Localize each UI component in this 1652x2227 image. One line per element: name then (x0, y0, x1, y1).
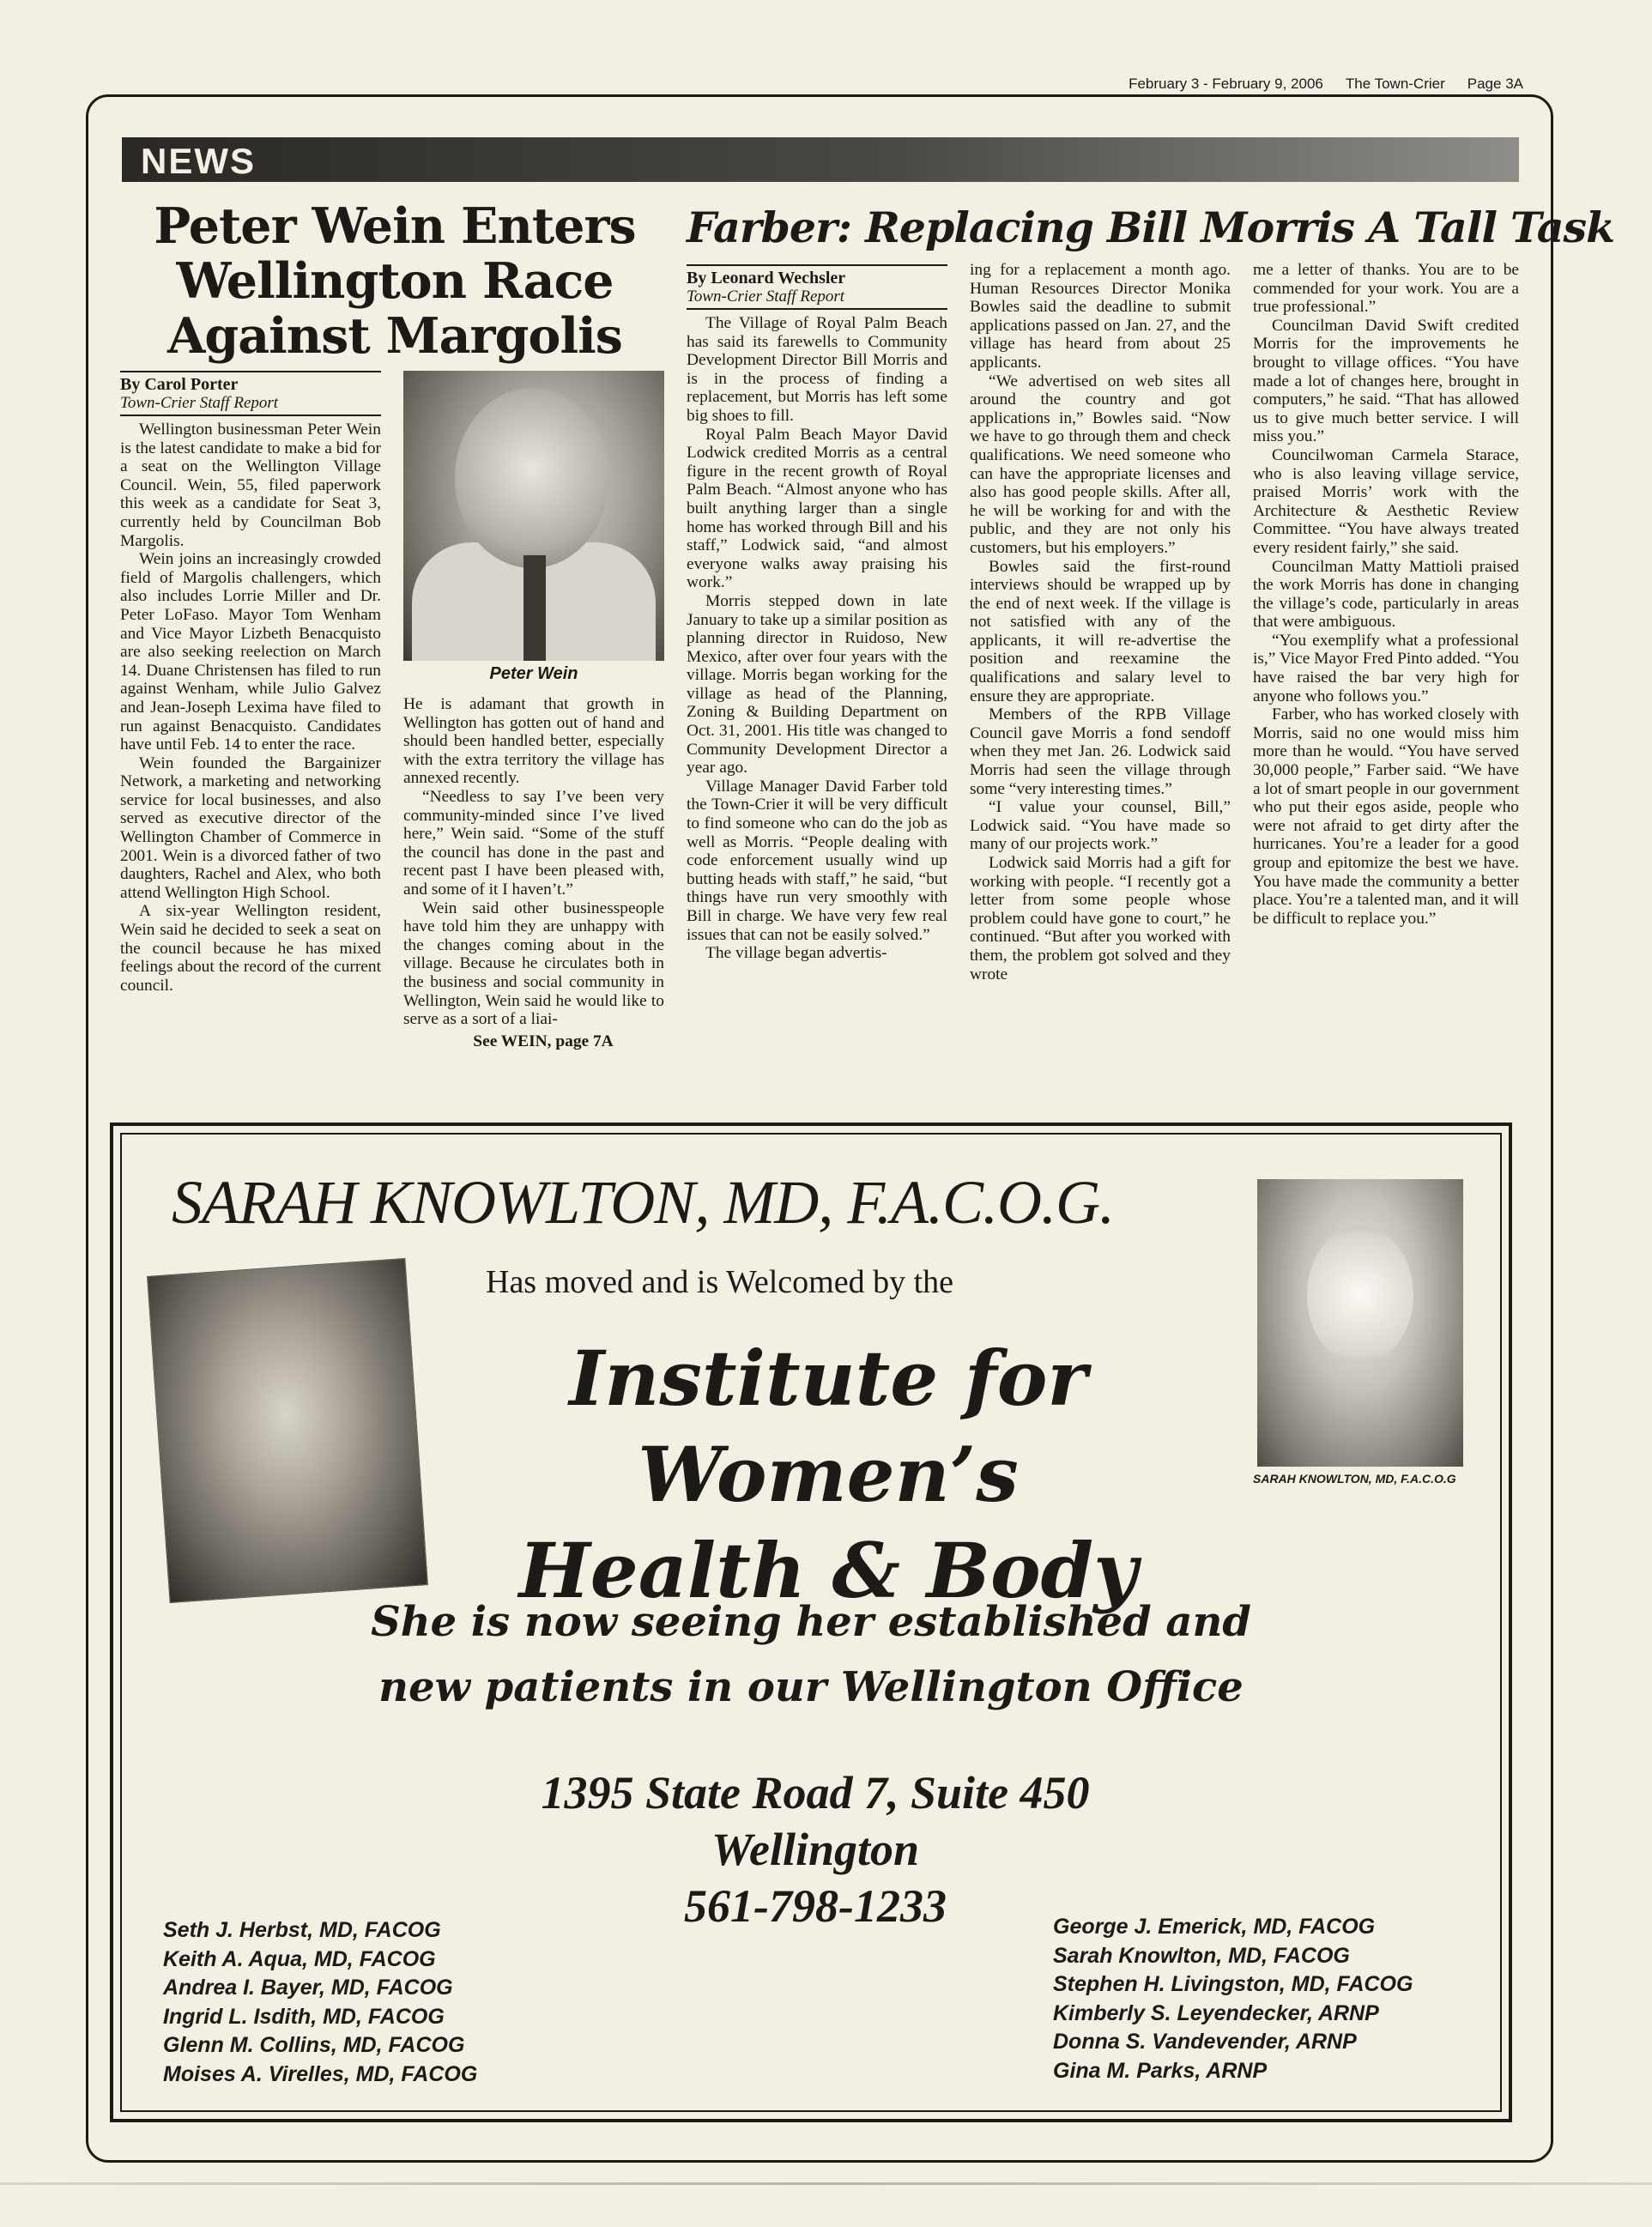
institute-line-1: Institute for Women’s (569, 1334, 1087, 1519)
photo-caption-knowlton: SARAH KNOWLTON, MD, F.A.C.O.G (1253, 1472, 1456, 1486)
paragraph: Wein said other businesspeople have told him they are unhappy with the changes coming about in the village. Because he circulates both in the business and social community in Wellington, Wein said he would like to serve as a sort of a liai- (403, 899, 664, 1029)
page-number: Page 3A (1467, 76, 1523, 92)
paragraph: “You exemplify what a professional is,” Vice Mayor Fred Pinto added. “You have raised the bar very high for anyone who follows you.” (1253, 631, 1519, 705)
article-headline-wein: Peter Wein Enters Wellington Race Against Margolis (154, 197, 636, 365)
paragraph: Lodwick said Morris had a gift for working with people. “I recently got a letter from some people whose problem could have gone to court,” he continued. “But after you worked with them, the problem got solved and they wrote (970, 854, 1231, 983)
institute-line-2: Health & Body (518, 1526, 1138, 1615)
paragraph: “Needless to say I’ve been very community-minded since I’ve lived here,” Wein said. “Some of the stuff the council has done in the past and recent past I have been pleased with, and some of it I haven’t.” (403, 787, 664, 899)
byline-wein (120, 371, 381, 416)
doctor-name: Sarah Knowlton, MD, FACOG (1053, 1943, 1350, 1968)
peter-wein-photo (403, 371, 664, 661)
paragraph: Wein joins an increasingly crowded field of Margolis challengers, which also includes Lorrie Miller and Dr. Peter LoFaso. Mayor Tom Wenham and Vice Mayor Lizbeth Benacquisto are also seeking reelection on March 14. Duane Christensen has filed to run against Wenham, while Julio Galvez and Jean-Joseph Lexima have filed to run against Benacquisto. Candidates have until Feb. 14 to enter the race. (120, 550, 381, 754)
page-fold-divider (0, 2182, 1652, 2185)
byline-role: Town-Crier Staff Report (687, 287, 845, 306)
paragraph: Councilman David Swift credited Morris for the improvements he brought to village offices. “You have made a lot of changes here, brought in computers,” he said. “That has allowed us to give much better service. I will miss you.” (1253, 316, 1519, 446)
photo-caption-wein: Peter Wein (489, 664, 578, 683)
section-label: NEWS (141, 141, 256, 181)
paragraph: The Village of Royal Palm Beach has said its farewells to Community Development Director Bill Morris and is in the process of finding a replacement, but Morris has left some big shoes to fill. (687, 314, 947, 425)
address-line-2: Wellington (711, 1824, 920, 1875)
doctor-name: Keith A. Aqua, MD, FACOG (163, 1946, 436, 1971)
photo-face (455, 388, 609, 568)
issue-date: February 3 - February 9, 2006 (1129, 76, 1323, 92)
continued-link[interactable]: See WEIN, page 7A (473, 1032, 614, 1050)
paragraph: Wein founded the Bargainizer Network, a marketing and networking service for local businesses, and also served as executive director of the Wellington Chamber of Commerce in 2001. Wein is a divorced father of two daughters, Rachel and Alex, who both attend Wellington High School. (120, 753, 381, 902)
article-wein-column-1 (120, 421, 381, 1098)
paragraph: A six-year Wellington resident, Wein said he decided to seek a seat on the council because he has mixed feelings about the record of the current council. (120, 902, 381, 995)
address-line-1: 1395 State Road 7, Suite 450 (541, 1767, 1090, 1819)
article-farber-column-1 (687, 314, 947, 1107)
paragraph: me a letter of thanks. You are to be commended for your work. You are a true professional.” (1253, 261, 1519, 317)
photo-face (1307, 1226, 1413, 1364)
paragraph: He is adamant that growth in Wellington has gotten out of hand and should been handled better, especially with the extra territory the village has annexed recently. (403, 695, 664, 788)
ad-doctor-name: SARAH KNOWLTON, MD, F.A.C.O.G. (172, 1168, 1114, 1237)
section-banner (122, 137, 1519, 182)
paragraph: Morris stepped down in late January to take up a similar position as planning director in Ruidoso, New Mexico, after over four years with the village. Morris began working for the village as head of the Planning, Zoning & Building Department on Oct. 31, 2001. His title was changed to Community Development Director a year ago. (687, 591, 947, 778)
seeing-line-1: She is now seeing her established and (371, 1598, 1251, 1646)
sarah-knowlton-photo (1257, 1179, 1463, 1467)
paragraph: The village began advertis- (705, 944, 887, 963)
doctor-name: Donna S. Vandevender, ARNP (1053, 2030, 1357, 2054)
doctors-list-left (163, 1916, 477, 2089)
ad-institute-name (369, 1330, 1287, 1619)
doctor-name: Gina M. Parks, ARNP (1053, 2058, 1268, 2083)
doctor-name: Seth J. Herbst, MD, FACOG (163, 1918, 441, 1942)
paragraph: Royal Palm Beach Mayor David Lodwick credited Morris as a central figure in the recent growth of Royal Palm Beach. “Almost anyone who has built anything larger than a single home has worked through Bill and his staff,” Lodwick said, “and almost everyone walks away praising his work.” (687, 425, 947, 592)
doctors-list-right (1053, 1913, 1413, 2085)
paragraph: Bowles said the first-round interviews should be wrapped up by the end of next week. If the village is not satisfied with any of the applicants, it will re-advertise the position and reexamine the qualifications and salary level to ensure they are appropriate. (970, 557, 1231, 705)
paragraph: Councilman Matty Mattioli praised the work Morris has done in changing the village’s code, particularly in areas that were ambiguous. (1253, 557, 1519, 632)
byline-role: Town-Crier Staff Report (120, 394, 279, 412)
doctor-name: Stephen H. Livingston, MD, FACOG (1053, 1972, 1413, 1996)
doctor-name: Kimberly S. Leyendecker, ARNP (1053, 2000, 1379, 2025)
article-farber-column-2 (970, 261, 1231, 1107)
paragraph: ing for a replacement a month ago. Human Resources Director Monika Bowles said the deadline to submit applications passed on Jan. 27, and the village has heard from about 25 applicants. (970, 261, 1231, 372)
article-farber-column-3 (1253, 261, 1519, 1107)
paragraph: Village Manager David Farber told the Town-Crier it will be very difficult to find someone who can do the job as well as Morris. “People dealing with code enforcement usually wind up butting heads with staff,” he said, “but things have run very smoothly with Bill in charge. We have very few real issues that can not be easily solved.” (687, 777, 947, 944)
paragraph: “We advertised on web sites all around the country and got applications in,” Bowles said. “Now we have to go through them and check qualifications. We need someone who can have the appropriate licenses and also has good people skills. After all, he will be working for and with the public, and they are not only his customers, but his employers.” (970, 372, 1231, 557)
paragraph: Farber, who has worked closely with Morris, said no one would miss him more than he would. “You have served 30,000 people,” Farber said. “We have a lot of smart people in our government who put their egos aside, people who were not afraid to get dirty after the hurricanes. You’re a leader for a good group and epitomize the best we have. You have made the community a better place. You’re a talented man, and it will be difficult to replace you.” (1253, 705, 1519, 928)
page-header (1129, 76, 1523, 93)
doctor-name: George J. Emerick, MD, FACOG (1053, 1915, 1376, 1939)
byline-author: By Leonard Wechsler (687, 269, 846, 287)
doctor-name: Moises A. Virelles, MD, FACOG (163, 2061, 478, 2086)
ad-address (429, 1764, 1201, 1934)
photo-tie (523, 555, 546, 661)
paragraph: Members of the RPB Village Council gave Morris a fond sendoff when they met Jan. 26. Lodwick said Morris had seen the village through some “very interesting times.” (970, 705, 1231, 798)
ad-moved-line: Has moved and is Welcomed by the (486, 1264, 954, 1300)
paragraph: Wellington businessman Peter Wein is the latest candidate to make a bid for a seat on the Wellington Village Council. Wein, 55, filed paperwork this week as a candidate for Seat 3, currently held by Councilman Bob Margolis. (120, 421, 381, 550)
article-headline-farber: Farber: Replacing Bill Morris A Tall Task (687, 203, 1615, 252)
paper-name: The Town-Crier (1345, 76, 1445, 92)
byline-author: By Carol Porter (120, 375, 239, 394)
article-wein-column-2 (403, 695, 664, 1107)
doctor-name: Andrea I. Bayer, MD, FACOG (163, 1976, 453, 2000)
ad-seeing-patients (283, 1589, 1339, 1720)
paragraph: “I value your counsel, Bill,” Lodwick said. “You have made so many of our projects work.” (970, 798, 1231, 854)
seeing-line-2: new patients in our Wellington Office (378, 1663, 1244, 1711)
doctor-name: Glenn M. Collins, MD, FACOG (163, 2033, 465, 2057)
byline-farber (687, 264, 947, 310)
doctor-name: Ingrid L. Isdith, MD, FACOG (163, 2004, 445, 2029)
phone-number: 561-798-1233 (684, 1880, 947, 1932)
paragraph: Councilwoman Carmela Starace, who is also leaving village service, praised Morris’ work with the Architecture & Aesthetic Review Committee. “You have always treated every resident fairly,” she said. (1253, 445, 1519, 557)
